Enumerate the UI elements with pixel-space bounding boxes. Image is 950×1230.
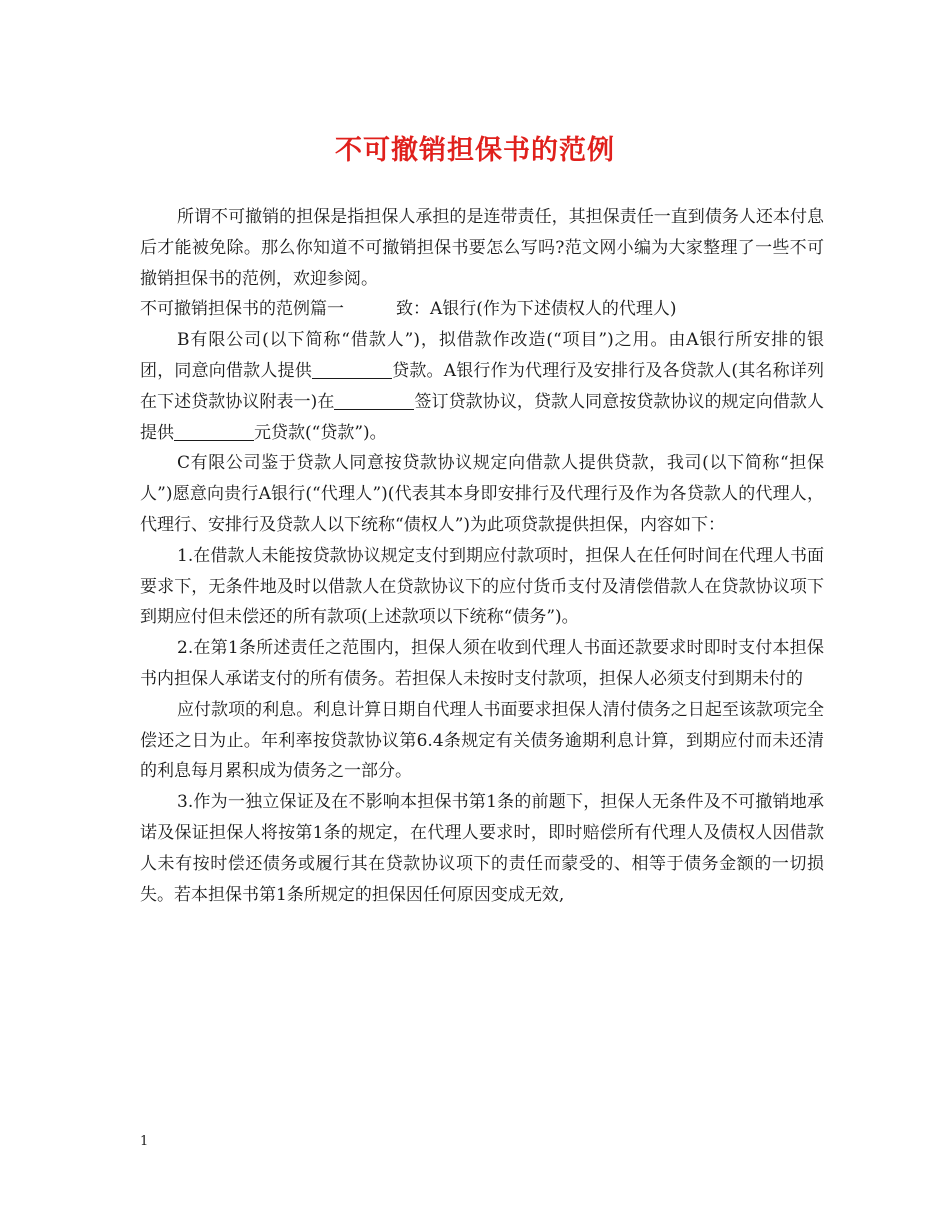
addressee: 致：A银行(作为下述债权人的代理人) bbox=[396, 299, 677, 320]
intro-paragraph: 所谓不可撤销的担保是指担保人承担的是连带责任，其担保责任一直到债务人还本付息后才能被免除。那么你知道不可撤销担保书要怎么写吗?范文网小编为大家整理了一些不可撤销担保书的范例，欢迎参阅。 bbox=[140, 207, 824, 289]
paragraph-b-part-2: 贷款。A银行作为代理行及安排行及各贷款人(其名称详列在下述贷款协议附表一)在 bbox=[140, 360, 824, 412]
paragraph-b-part-3: 签订贷款协议，贷款人同意按贷款协议的规定向借款人提供 bbox=[140, 391, 824, 443]
blank-line bbox=[312, 360, 392, 379]
clause-3: 3.作为一独立保证及在不影响本担保书第1条的前题下，担保人无条件及不可撤销地承诺及保证担保人将按第1条的规定，在代理人要求时，即时赔偿所有代理人及债权人因借款人未有按时偿还债务或履行其在贷款协议项下的责任而蒙受的、相等于债务金额的一切损失。若本担保书第1条所规定的担保因任何原因变成无效, bbox=[140, 792, 824, 905]
document-body bbox=[140, 202, 824, 910]
paragraph-b-part-1: B有限公司(以下简称“借款人”)，拟借款作改造(“项目”)之用。由A银行所安排的银团，同意向借款人提供 bbox=[140, 330, 824, 381]
paragraph-b bbox=[140, 325, 824, 448]
paragraph-c: C有限公司鉴于贷款人同意按贷款协议规定向借款人提供贷款，我司(以下简称“担保人”)愿意向贵行A银行(“代理人”)(代表其本身即安排行及代理行及作为各贷款人的代理人，代理行、安排行及贷款人以下统称“债权人”)为此项贷款提供担保，内容如下： bbox=[140, 453, 824, 535]
page-number: 1 bbox=[140, 1134, 149, 1149]
paragraph-b-part-4: 元贷款(“贷款”)。 bbox=[254, 422, 387, 443]
section-heading: 不可撤销担保书的范例篇一 bbox=[140, 299, 344, 320]
section-heading-line bbox=[140, 294, 824, 325]
blank-line bbox=[334, 391, 414, 410]
clause-1: 1.在借款人未能按贷款协议规定支付到期应付款项时，担保人在任何时间在代理人书面要求下，无条件地及时以借款人在贷款协议下的应付货币支付及清偿借款人在贷款协议项下到期应付但未偿还的所有款项(上述款项以下统称“债务”)。 bbox=[140, 545, 824, 628]
document-title: 不可撤销担保书的范例 bbox=[335, 135, 615, 166]
clause-2: 2.在第1条所述责任之范围内，担保人须在收到代理人书面还款要求时即时支付本担保书内担保人承诺支付的所有债务。若担保人未按时支付款项，担保人必须支付到期未付的 bbox=[140, 638, 824, 689]
blank-line bbox=[174, 422, 254, 441]
clause-2-continued: 应付款项的利息。利息计算日期自代理人书面要求担保人清付债务之日起至该款项完全偿还之日为止。年利率按贷款协议第6.4条规定有关债务逾期利息计算，到期应付而未还清的利息每月累积成为债务之一部分。 bbox=[140, 699, 824, 782]
